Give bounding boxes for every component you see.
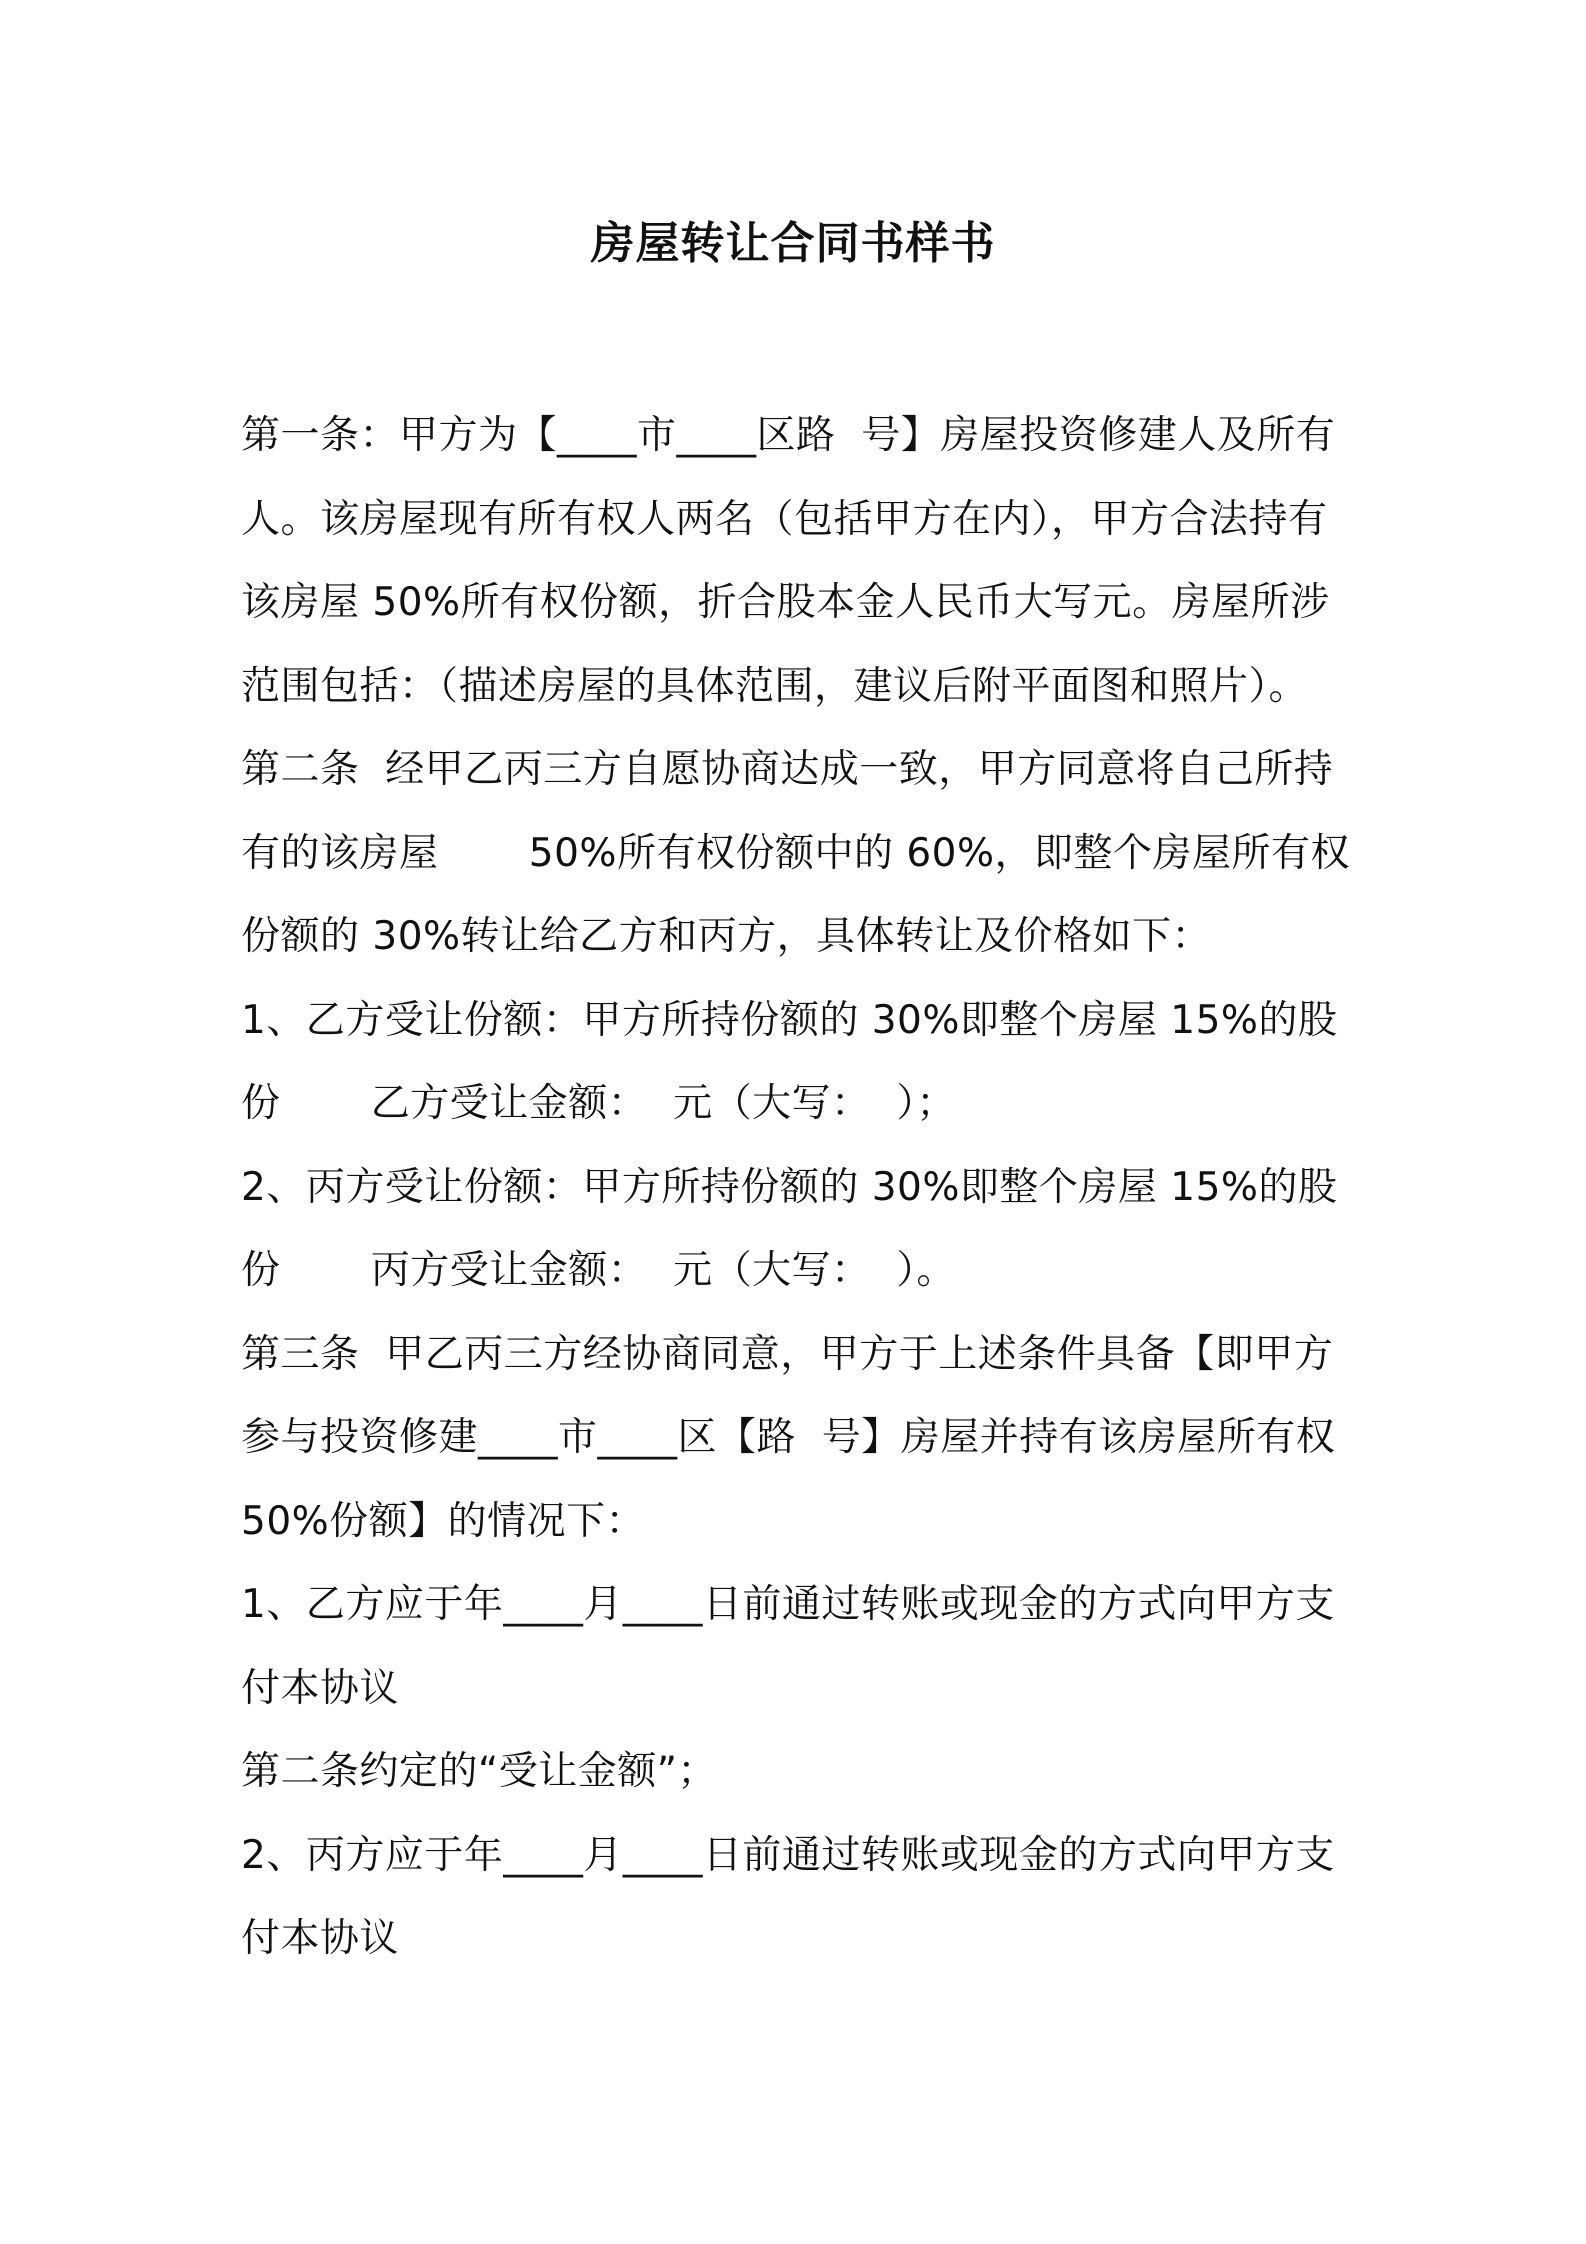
body-line: 第一条：甲方为【____市____区路 号】房屋投资修建人及所有 [241,413,1336,458]
body-line: 1、乙方受让份额：甲方所持份额的 30%即整个房屋 15%的股 [241,997,1338,1043]
body-line: 2、丙方受让份额：甲方所持份额的 30%即整个房屋 15%的股 [241,1164,1338,1210]
body-line: 1、乙方应于年____月____日前通过转账或现金的方式向甲方支 [241,1582,1335,1627]
body-line: 有的该房屋 50%所有权份额中的 60%，即整个房屋所有权 [241,830,1351,876]
body-line: 付本协议 [241,1665,400,1711]
document-title: 房屋转让合同书样书 [590,218,996,269]
document-body [241,404,1361,1991]
body-line: 2、丙方应于年____月____日前通过转账或现金的方式向甲方支 [241,1832,1335,1878]
body-line: 份 丙方受让金额： 元（大写： ）。 [241,1248,956,1293]
body-line: 50%份额】的情况下： [241,1498,646,1544]
body-line: 人。该房屋现有所有权人两名（包括甲方在内），甲方合法持有 [241,496,1328,542]
body-line: 付本协议 [241,1916,400,1961]
body-line: 第二条约定的“受让金额”； [241,1749,717,1794]
body-line: 第三条 甲乙丙三方经协商同意，甲方于上述条件具备【即甲方 [241,1331,1334,1377]
body-line: 该房屋 50%所有权份额，折合股本金人民币大写元。房屋所涉 [241,580,1330,625]
body-line: 份额的 30%转让给乙方和丙方，具体转让及价格如下： [241,914,1212,959]
body-line: 第二条 经甲乙丙三方自愿协商达成一致，甲方同意将自己所持 [241,747,1334,792]
body-line: 参与投资修建____市____区【路 号】房屋并持有该房屋所有权 [241,1415,1336,1460]
body-line: 份 乙方受让金额： 元（大写： ）； [241,1081,956,1126]
body-line: 范围包括：（描述房屋的具体范围，建议后附平面图和照片）。 [241,663,1309,709]
